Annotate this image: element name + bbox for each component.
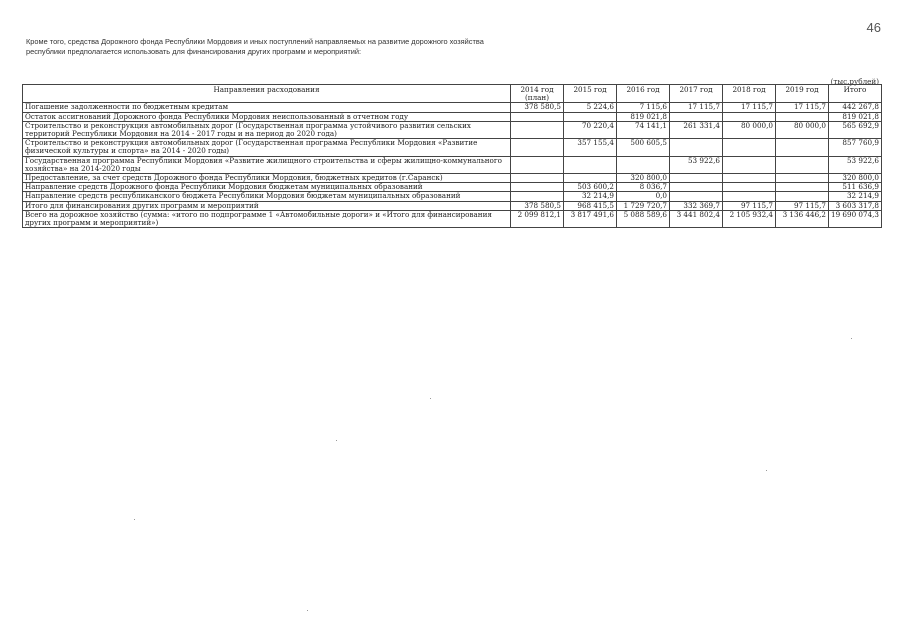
value-cell-2016 [617, 156, 670, 173]
value-cell-2019: 97 115,7 [776, 201, 829, 210]
value-cell-2014 [511, 156, 564, 173]
value-cell-2016: 320 800,0 [617, 174, 670, 183]
value-cell-2016: 74 141,1 [617, 121, 670, 138]
value-cell-2019 [776, 156, 829, 173]
value-cell-total: 19 690 074,3 [829, 210, 882, 227]
header-total: Итого [829, 85, 882, 103]
table-row [23, 210, 882, 227]
value-cell-2019 [776, 139, 829, 156]
header-2014-year: 2014 год [520, 85, 554, 94]
value-cell-2014 [511, 174, 564, 183]
row-direction-cell: Итого для финансирования других программ и мероприятий [23, 201, 511, 210]
value-cell-2018: 97 115,7 [723, 201, 776, 210]
value-cell-2018 [723, 156, 776, 173]
value-cell-total: 857 760,9 [829, 139, 882, 156]
value-cell-2014: 2 099 812,1 [511, 210, 564, 227]
header-2017: 2017 год [670, 85, 723, 103]
value-cell-2018: 17 115,7 [723, 103, 776, 112]
scan-speck [851, 338, 852, 339]
row-direction-cell: Государственная программа Республики Мордовия «Развитие жилищного строительства и сферы жилищно-коммунального хозяйства» на 2014-2020 годы [23, 156, 511, 173]
value-cell-2014 [511, 183, 564, 192]
row-direction-cell: Направление средств Дорожного фонда Республики Мордовия бюджетам муниципальных образований [23, 183, 511, 192]
value-cell-2019: 3 136 446,2 [776, 210, 829, 227]
row-direction-cell: Строительство и реконструкция автомобильных дорог (Государственная программа Республики Мордовия «Развитие физической культуры и спорта» на 2014 - 2020 годы) [23, 139, 511, 156]
value-cell-2015: 357 155,4 [564, 139, 617, 156]
value-cell-2019 [776, 192, 829, 201]
intro-paragraph: Кроме того, средства Дорожного фонда Республики Мордовия и иных поступлений направляемых на развитие дорожного хозяйства республики предполагается использовать для финансирования других программ и мероприятий: [26, 37, 484, 56]
header-2019: 2019 год [776, 85, 829, 103]
value-cell-2016: 1 729 720,7 [617, 201, 670, 210]
value-cell-2019 [776, 174, 829, 183]
header-2016: 2016 год [617, 85, 670, 103]
row-direction-cell: Остаток ассигнований Дорожного фонда Республики Мордовия неиспользованный в отчетном году [23, 112, 511, 121]
value-cell-2019: 17 115,7 [776, 103, 829, 112]
value-cell-2017 [670, 174, 723, 183]
value-cell-2016: 5 088 589,6 [617, 210, 670, 227]
value-cell-2017: 261 331,4 [670, 121, 723, 138]
value-cell-2017 [670, 112, 723, 121]
value-cell-2017: 3 441 802,4 [670, 210, 723, 227]
value-cell-2018 [723, 139, 776, 156]
value-cell-2018: 2 105 932,4 [723, 210, 776, 227]
value-cell-2018 [723, 112, 776, 121]
header-direction: Направления расходования [23, 85, 511, 103]
page-number: 46 [866, 20, 881, 35]
value-cell-2018 [723, 183, 776, 192]
value-cell-2015: 5 224,6 [564, 103, 617, 112]
value-cell-2018 [723, 192, 776, 201]
value-cell-2016: 0,0 [617, 192, 670, 201]
value-cell-2016: 7 115,6 [617, 103, 670, 112]
value-cell-2015 [564, 112, 617, 121]
value-cell-total: 53 922,6 [829, 156, 882, 173]
value-cell-2014 [511, 139, 564, 156]
value-cell-2016: 500 605,5 [617, 139, 670, 156]
value-cell-2017 [670, 183, 723, 192]
value-cell-2017 [670, 192, 723, 201]
value-cell-2018 [723, 174, 776, 183]
value-cell-2015: 3 817 491,6 [564, 210, 617, 227]
row-direction-cell: Всего на дорожное хозяйство (сумма: «итого по подпрограмме 1 «Автомобильные дороги» и «Итого для финансирования других программ и мероприятий») [23, 210, 511, 227]
value-cell-2017: 332 369,7 [670, 201, 723, 210]
row-direction-cell: Предоставление, за счет средств Дорожного фонда Республики Мордовия, бюджетных кредитов (г.Саранск) [23, 174, 511, 183]
header-2015: 2015 год [564, 85, 617, 103]
table-row [23, 112, 882, 121]
units-label: (тыс.рублей) [830, 77, 879, 86]
header-2014 [511, 85, 564, 103]
scan-speck [430, 398, 431, 399]
table-row [23, 121, 882, 138]
table-row [23, 156, 882, 173]
value-cell-2014 [511, 192, 564, 201]
value-cell-2014 [511, 121, 564, 138]
value-cell-total: 3 603 317,8 [829, 201, 882, 210]
table-row [23, 192, 882, 201]
value-cell-2017: 53 922,6 [670, 156, 723, 173]
scan-speck [134, 519, 135, 520]
table-header-row [23, 85, 882, 103]
value-cell-2019 [776, 183, 829, 192]
scan-speck [766, 470, 767, 471]
value-cell-total: 565 692,9 [829, 121, 882, 138]
value-cell-2014 [511, 112, 564, 121]
value-cell-2015: 503 600,2 [564, 183, 617, 192]
value-cell-2017: 17 115,7 [670, 103, 723, 112]
value-cell-2017 [670, 139, 723, 156]
value-cell-2015 [564, 156, 617, 173]
value-cell-2015: 70 220,4 [564, 121, 617, 138]
value-cell-2019: 80 000,0 [776, 121, 829, 138]
header-2014-plan: (план) [524, 93, 550, 103]
row-direction-cell: Погашение задолженности по бюджетным кредитам [23, 103, 511, 112]
value-cell-2014: 378 580,5 [511, 201, 564, 210]
value-cell-2015: 32 214,9 [564, 192, 617, 201]
row-direction-cell: Строительство и реконструкция автомобильных дорог (Государственная программа устойчивого развития сельских территорий Республики Мордовия на 2014 - 2017 годы и на период до 2020 года) [23, 121, 511, 138]
value-cell-2019 [776, 112, 829, 121]
scan-speck [307, 610, 308, 611]
value-cell-2016: 819 021,8 [617, 112, 670, 121]
expenditure-table [22, 84, 882, 228]
value-cell-2014: 378 580,5 [511, 103, 564, 112]
table-row [23, 139, 882, 156]
value-cell-total: 511 636,9 [829, 183, 882, 192]
table-row [23, 103, 882, 112]
row-direction-cell: Направление средств республиканского бюджета Республики Мордовия бюджетам муниципальных образований [23, 192, 511, 201]
header-2018: 2018 год [723, 85, 776, 103]
value-cell-total: 32 214,9 [829, 192, 882, 201]
value-cell-total: 320 800,0 [829, 174, 882, 183]
scan-speck [336, 440, 337, 441]
value-cell-2018: 80 000,0 [723, 121, 776, 138]
value-cell-total: 819 021,8 [829, 112, 882, 121]
value-cell-total: 442 267,8 [829, 103, 882, 112]
value-cell-2016: 8 036,7 [617, 183, 670, 192]
value-cell-2015: 968 415,5 [564, 201, 617, 210]
table-row [23, 201, 882, 210]
